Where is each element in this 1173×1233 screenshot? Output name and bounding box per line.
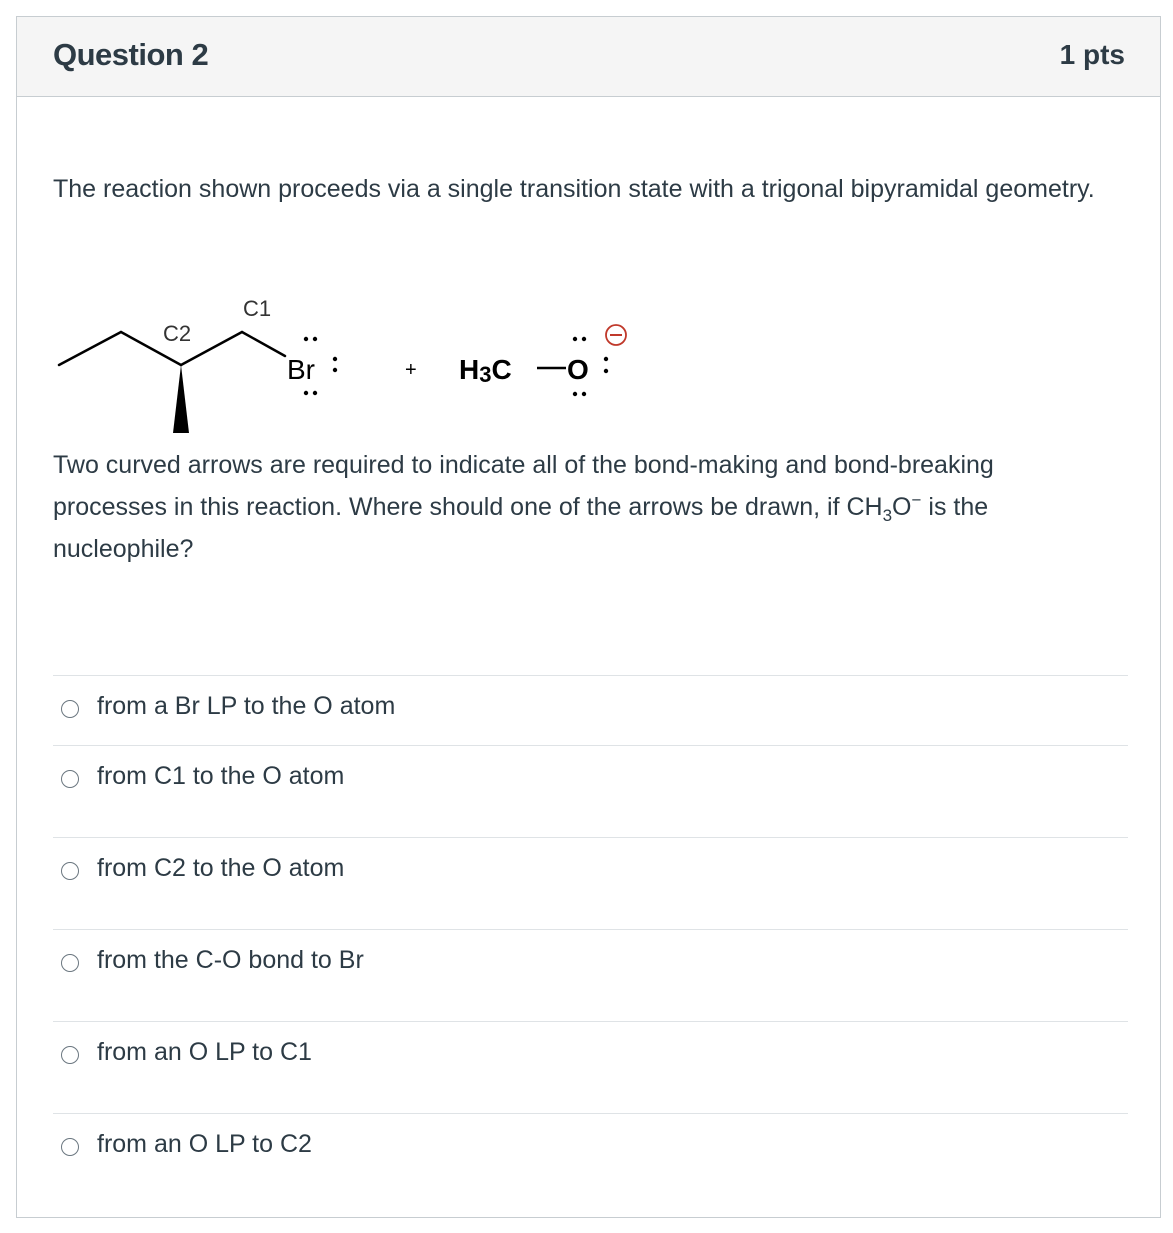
answer-list xyxy=(53,675,1128,1193)
prompt-oxygen: O xyxy=(892,493,912,521)
question-title: Question 2 xyxy=(53,37,209,72)
answer-option-1[interactable] xyxy=(53,675,1128,745)
question-prompt xyxy=(53,444,1113,570)
radio-button[interactable] xyxy=(61,700,79,718)
prompt-text-part2: is the nucleophile? xyxy=(53,493,989,563)
prompt-text-part1: Two curved arrows are required to indicate all of the bond-making and bond-breaking processes in this reaction. Where should one of the arrows be drawn, if CH xyxy=(53,451,994,521)
wedge-bond xyxy=(173,365,189,433)
question-points: 1 pts xyxy=(1059,39,1125,70)
bromine-atom: Br xyxy=(287,354,315,385)
answer-option-5[interactable] xyxy=(53,1021,1128,1113)
answer-label[interactable]: from an O LP to C2 xyxy=(97,1130,312,1158)
answer-option-4[interactable] xyxy=(53,929,1128,1021)
radio-button[interactable] xyxy=(61,1138,79,1156)
question-intro xyxy=(53,168,1113,210)
answer-option-2[interactable] xyxy=(53,745,1128,837)
oxygen-atom: O xyxy=(567,354,589,385)
plus-sign: + xyxy=(405,359,417,381)
prompt-subscript: 3 xyxy=(882,506,893,525)
reaction-diagram xyxy=(53,279,653,439)
radio-button[interactable] xyxy=(61,1046,79,1064)
answer-option-3[interactable] xyxy=(53,837,1128,929)
answer-label[interactable]: from C1 to the O atom xyxy=(97,762,345,790)
methyl-group: H3C xyxy=(459,354,512,387)
prompt-superscript: − xyxy=(911,490,922,510)
question-intro-text: The reaction shown proceeds via a single transition state with a trigonal bipyramidal geometry. xyxy=(53,175,1095,203)
answer-label[interactable]: from an O LP to C1 xyxy=(97,1038,312,1066)
question-card xyxy=(16,16,1161,1218)
radio-button[interactable] xyxy=(61,954,79,972)
answer-label[interactable]: from a Br LP to the O atom xyxy=(97,692,396,720)
negative-charge-icon xyxy=(606,325,626,345)
radio-button[interactable] xyxy=(61,770,79,788)
radio-button[interactable] xyxy=(61,862,79,880)
answer-option-6[interactable] xyxy=(53,1113,1128,1193)
answer-label[interactable]: from the C-O bond to Br xyxy=(97,946,364,974)
question-header xyxy=(17,17,1160,97)
label-c2: C2 xyxy=(163,321,192,346)
answer-label[interactable]: from C2 to the O atom xyxy=(97,854,345,882)
label-c1: C1 xyxy=(243,296,272,321)
